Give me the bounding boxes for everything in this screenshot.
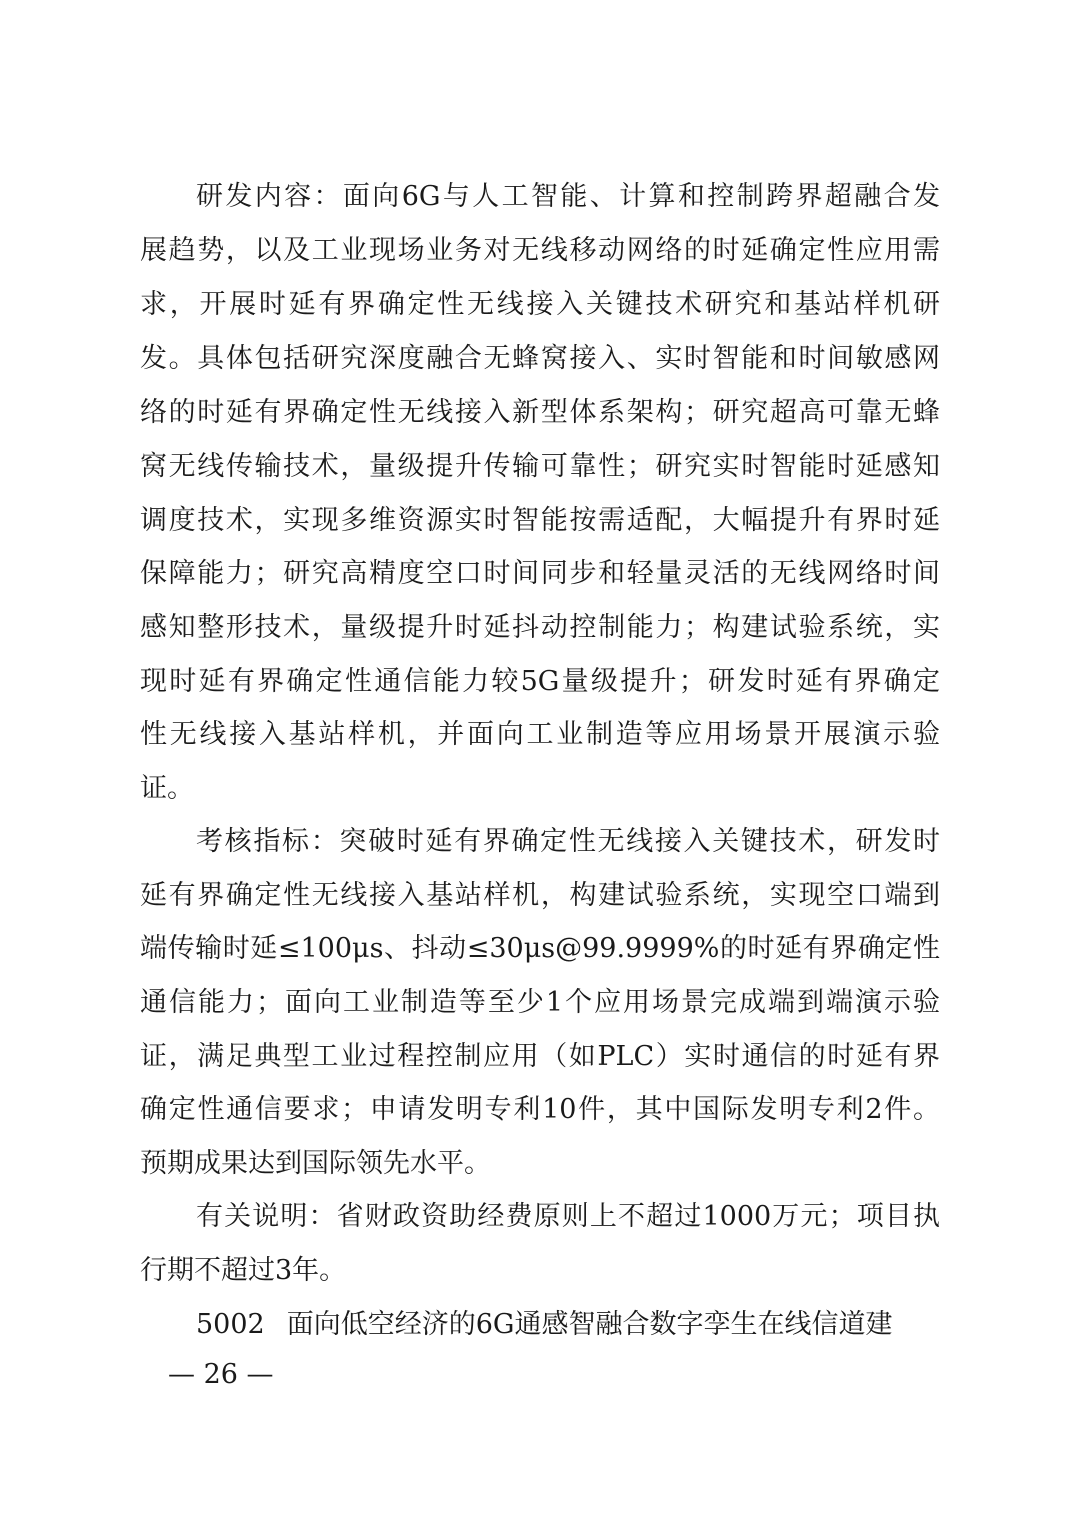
text-line: 确定性通信要求；申请发明专利10件，其中国际发明专利2件。 [140,1094,940,1125]
text-line: 通信能力；面向工业制造等至少1个应用场景完成端到端演示验 [140,987,940,1018]
text-line: 络的时延有界确定性无线接入新型体系架构；研究超高可靠无蜂 [140,397,940,428]
text-line: 预期成果达到国际领先水平。 [140,1148,491,1179]
text-line: 求，开展时延有界确定性无线接入关键技术研究和基站样机研 [140,289,940,320]
text-line: 保障能力；研究高精度空口时间同步和轻量灵活的无线网络时间 [140,558,940,589]
text-line: 窝无线传输技术，量级提升传输可靠性；研究实时智能时延感知 [140,451,940,482]
item-number: 5002 [196,1309,265,1340]
text-line: 研发内容：面向6G与人工智能、计算和控制跨界超融合发 [196,181,940,212]
text-line: 发。具体包括研究深度融合无蜂窝接入、实时智能和时间敏感网 [140,343,940,374]
text-line: 性无线接入基站样机，并面向工业制造等应用场景开展演示验 [140,719,940,750]
text-line: 调度技术，实现多维资源实时智能按需适配，大幅提升有界时延 [140,505,940,536]
text-line: 展趋势，以及工业现场业务对无线移动网络的时延确定性应用需 [140,235,940,266]
text-line: 感知整形技术，量级提升时延抖动控制能力；构建试验系统，实 [140,612,940,643]
text-line: 端传输时延≤100μs、抖动≤30μs@99.9999%的时延有界确定性 [140,933,940,964]
item-title: 面向低空经济的6G通感智融合数字孪生在线信道建 [286,1309,893,1340]
text-line: 现时延有界确定性通信能力较5G量级提升；研发时延有界确定 [140,666,940,697]
text-line: 证。 [140,773,194,804]
text-line: 有关说明：省财政资助经费原则上不超过1000万元；项目执 [196,1201,940,1232]
text-line: 行期不超过3年。 [140,1255,347,1286]
page-number: — 26 — [168,1359,274,1390]
text-line: 延有界确定性无线接入基站样机，构建试验系统，实现空口端到 [140,880,940,911]
text-line: 证，满足典型工业过程控制应用（如PLC）实时通信的时延有界 [140,1041,940,1072]
item-heading [196,1308,940,1342]
text-line: 考核指标：突破时延有界确定性无线接入关键技术，研发时 [196,826,940,857]
